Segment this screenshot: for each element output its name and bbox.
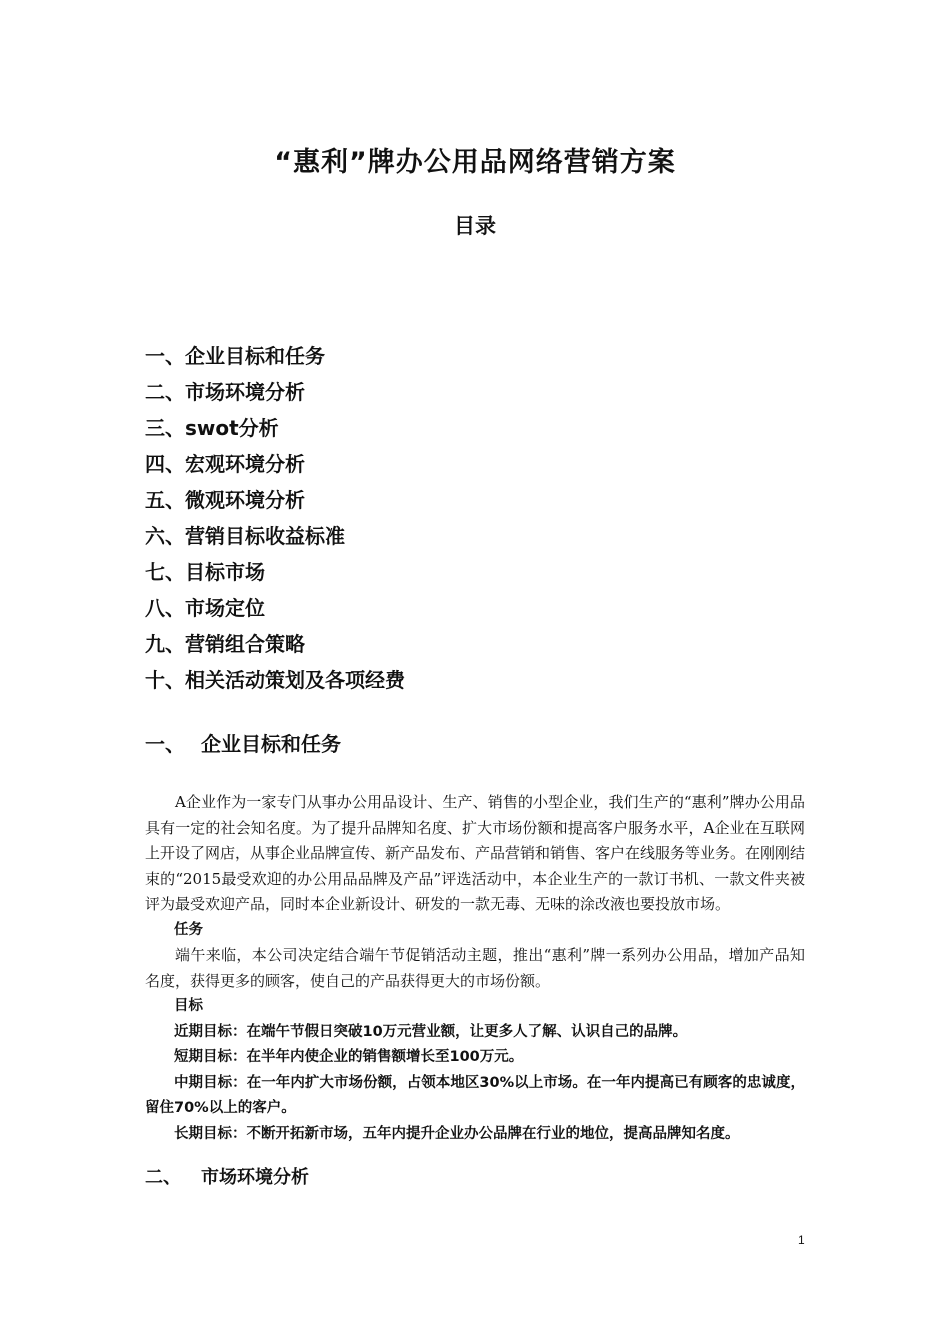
intro-paragraph: A企业作为一家专门从事办公用品设计、生产、销售的小型企业，我们生产的“惠利”牌办公用品具有一定的社会知名度。为了提升品牌知名度、扩大市场份额和提高客户服务水平，A企业在互联网上开设了网店，从事企业品牌宣传、新产品发布、产品营销和销售、客户在线服务等业务。在刚刚结束的“2015最受欢迎的办公用品品牌及产品”评选活动中，本企业生产的一款订书机、一款文件夹被评为最受欢迎产品，同时本企业新设计、研发的一款无毒、无味的涂改液也要投放市场。 bbox=[145, 793, 806, 913]
section-1-heading bbox=[145, 728, 341, 757]
toc-item[interactable]: 二、市场环境分析 bbox=[145, 380, 305, 404]
toc-item[interactable]: 四、宏观环境分析 bbox=[145, 452, 305, 476]
section-1-body bbox=[145, 790, 805, 1147]
toc-item[interactable]: 七、目标市场 bbox=[145, 560, 265, 584]
goal-item: 长期目标：不断开拓新市场，五年内提升企业办公品牌在行业的地位，提高品牌知名度。 bbox=[174, 1125, 740, 1142]
goal-item: 短期目标：在半年内使企业的销售额增长至100万元。 bbox=[174, 1049, 524, 1065]
section-2-heading bbox=[145, 1163, 309, 1189]
section-number: 一、 bbox=[145, 732, 185, 756]
task-paragraph: 端午来临，本公司决定结合端午节促销活动主题，推出“惠利”牌一系列办公用品，增加产品知名度，获得更多的顾客，使自己的产品获得更大的市场份额。 bbox=[145, 946, 805, 990]
section-number: 二、 bbox=[145, 1167, 181, 1188]
task-label: 任务 bbox=[174, 921, 203, 938]
document-title: “惠利”牌办公用品网络营销方案 bbox=[274, 147, 676, 178]
toc-heading: 目录 bbox=[454, 214, 496, 238]
toc-item[interactable]: 八、市场定位 bbox=[145, 596, 265, 620]
table-of-contents bbox=[145, 338, 405, 698]
goal-item: 中期目标：在一年内扩大市场份额，占领本地区30%以上市场。在一年内提高已有顾客的忠诚度，留住70%以上的客户。 bbox=[145, 1074, 805, 1116]
page-number: 1 bbox=[798, 1233, 805, 1247]
toc-item[interactable]: 九、营销组合策略 bbox=[145, 632, 305, 656]
toc-item[interactable]: 三、swot分析 bbox=[145, 416, 279, 440]
toc-item[interactable]: 五、微观环境分析 bbox=[145, 488, 305, 512]
goal-label: 目标 bbox=[174, 998, 203, 1014]
toc-item[interactable]: 一、企业目标和任务 bbox=[145, 344, 325, 368]
section-title: 市场环境分析 bbox=[201, 1167, 309, 1188]
section-title: 企业目标和任务 bbox=[201, 732, 341, 756]
toc-item[interactable]: 十、相关活动策划及各项经费 bbox=[145, 668, 405, 692]
goal-item: 近期目标：在端午节假日突破10万元营业额，让更多人了解、认识自己的品牌。 bbox=[174, 1023, 688, 1040]
toc-item[interactable]: 六、营销目标收益标准 bbox=[145, 524, 345, 548]
